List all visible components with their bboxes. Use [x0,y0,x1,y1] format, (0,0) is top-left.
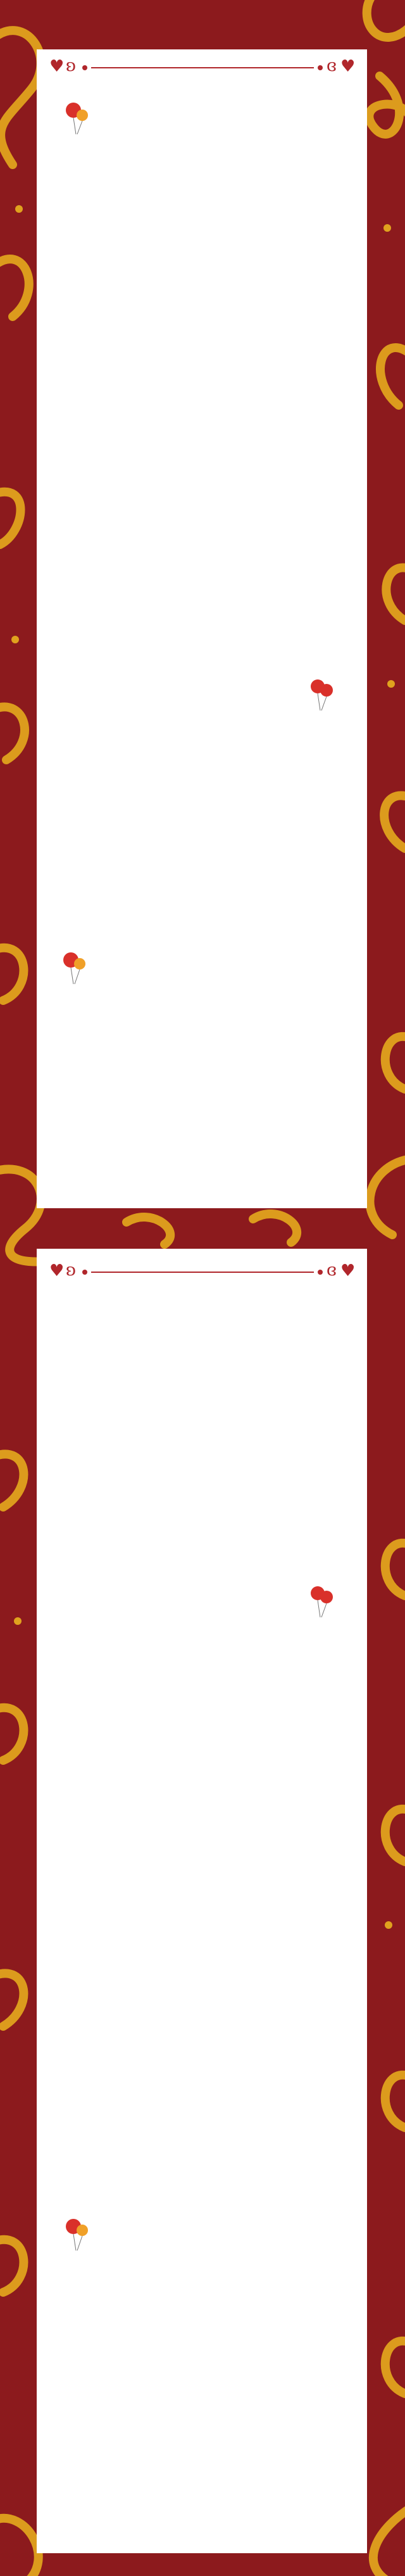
curl-ornament-icon: ʚ [66,56,76,75]
content-panel-2 [37,1249,367,2553]
bead-ornament [82,1270,87,1275]
heart-ornament-icon: ♥ [340,1261,356,1280]
bead-ornament [82,65,87,70]
curl-ornament-icon: ɞ [327,56,337,75]
balloon-icon [306,1583,337,1619]
bead-ornament [318,65,323,70]
balloon-icon [63,100,94,136]
heart-ornament-icon: ♥ [49,57,65,76]
balloon-icon [61,950,91,985]
balloon-icon [63,2216,94,2252]
heart-divider-ornament [25,1254,380,1292]
ornament-line [91,1272,314,1273]
heart-ornament-icon: ♥ [49,1261,65,1280]
curl-ornament-icon: ɞ [327,1261,337,1280]
heart-ornament-icon: ♥ [340,57,356,76]
ornament-line [91,67,314,68]
heart-divider-ornament [25,49,380,87]
balloon-icon [306,676,337,712]
curl-ornament-icon: ʚ [66,1261,76,1280]
bead-ornament [318,1270,323,1275]
content-panel-1 [37,49,367,1208]
